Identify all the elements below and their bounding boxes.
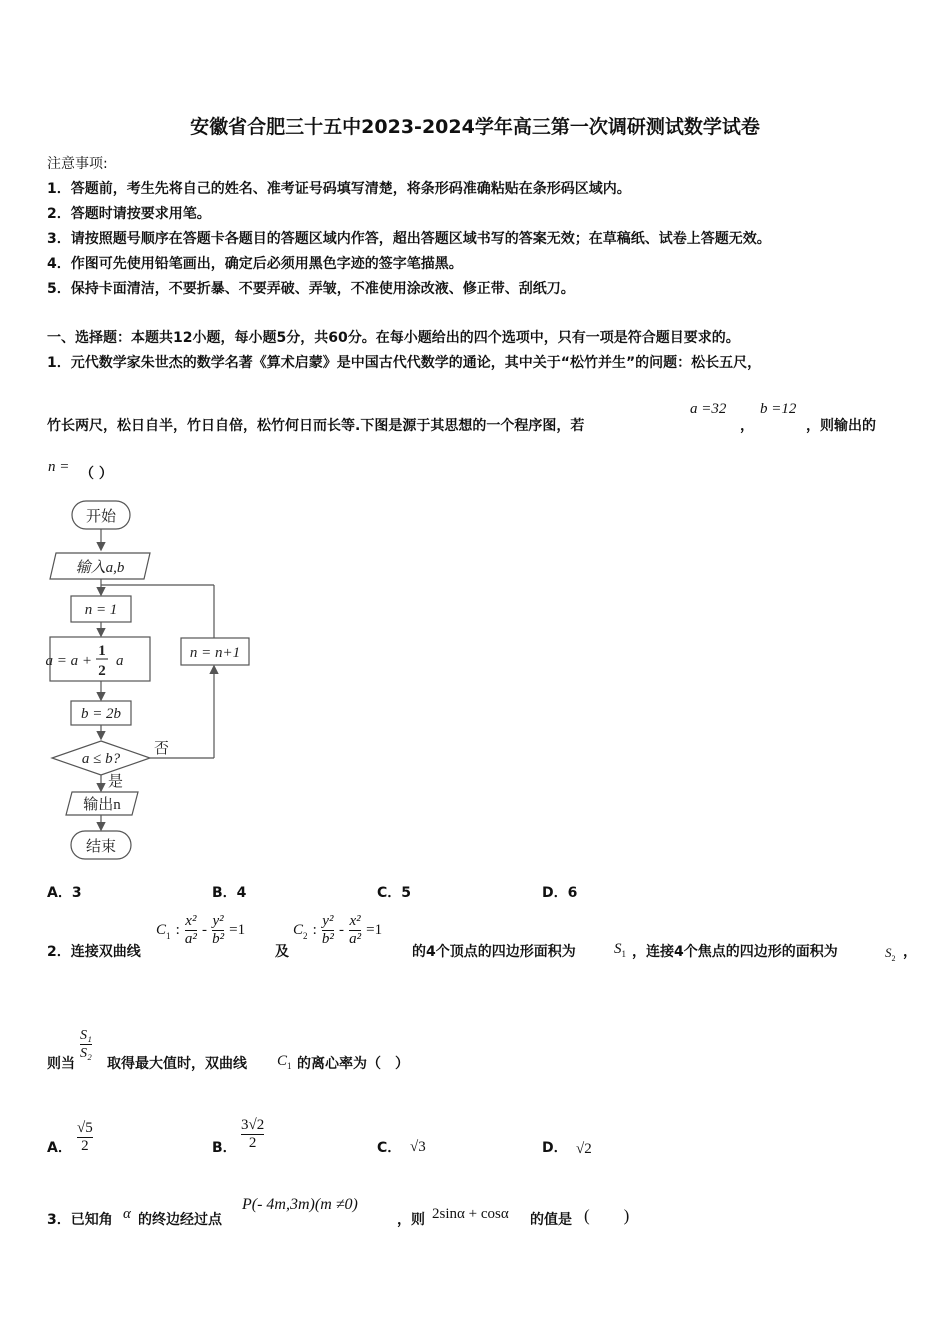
flow-step-a-var: a	[116, 653, 124, 669]
notice-item-2: 2．答题时请按要求用笔。	[47, 206, 211, 222]
q2-minus: -	[201, 922, 207, 938]
q2-option-d: √2	[576, 1141, 592, 1157]
q3-paren: ( )	[584, 1206, 630, 1225]
q1-comma: ，	[740, 418, 754, 434]
q1-line2-end: ，则输出的	[806, 418, 876, 434]
flow-incr-text: n = n+1	[189, 645, 241, 661]
q2-colon-2: :	[312, 922, 317, 938]
q2-ratio-den: S₂	[80, 1046, 92, 1061]
q1-line1: 1．元代数学家朱世杰的数学名著《算术启蒙》是中国古代代数学的通论，其中关于“松竹并生”的问题：松长五尺，	[47, 355, 762, 371]
q3-end: 的值是	[530, 1212, 572, 1228]
q2-s1-letter: S	[614, 941, 622, 957]
q1-option-d: D．6	[542, 885, 578, 901]
section-heading: 一、选择题：本题共12小题，每小题5分，共60分。在每小题给出的四个选项中，只有一项是符合题目要求的。	[47, 330, 740, 346]
flow-input-text: 输入a,b	[75, 560, 125, 576]
q1-cond-b: b =12	[760, 401, 797, 417]
q2-line2-end: 的离心率为（ ）	[297, 1056, 409, 1072]
notice-item-3: 3．请按照题号顺序在答题卡各题目的答题区域内作答，超出答题区域书写的答案无效；在草稿纸、试卷上答题无效。	[47, 231, 771, 247]
q3-mid: 的终边经过点	[138, 1212, 222, 1228]
notice-item-1: 1．答题前，考生先将自己的姓名、准考证号码填写清楚，将条形码准确粘贴在条形码区域内。	[47, 181, 631, 197]
q2-x2-b: x²	[349, 913, 361, 929]
q1-ask-var: n =	[48, 459, 70, 475]
q2-option-a-label: A．	[47, 1140, 72, 1156]
q3-expr: 2sinα + cosα	[432, 1206, 509, 1222]
q2-prefix: 2．连接双曲线	[47, 944, 141, 960]
q2-c1-inline-sub: 1	[287, 1061, 292, 1072]
q2-option-b	[241, 1117, 264, 1152]
q2-line2-prefix: 则当	[47, 1056, 75, 1072]
q2-c1-equation	[156, 913, 245, 963]
q1-cond-a: a =32	[690, 401, 727, 417]
q2-eq1-2: =1	[366, 922, 383, 938]
flow-cond-text: a ≤ b?	[81, 751, 121, 767]
flow-step-a-lhs: a = a +	[45, 653, 92, 669]
q2-c2-equation	[293, 913, 382, 963]
flow-output-text: 输出n	[83, 797, 121, 813]
q2-option-c: √3	[410, 1139, 426, 1155]
q2-eq1: =1	[229, 922, 246, 938]
q2-c2-sub: 2	[303, 931, 308, 942]
q2-ratio-frac	[80, 1027, 92, 1062]
flowchart	[44, 495, 264, 870]
q2-colon: :	[175, 922, 180, 938]
q2-a2: a²	[184, 931, 197, 947]
q2-b2: b²	[212, 931, 225, 947]
notice-item-4: 4．作图可先使用铅笔画出，确定后必须用黑色字迹的签字笔描黑。	[47, 256, 463, 272]
q2-s2-letter: S	[885, 945, 892, 960]
q2-b2-b: b²	[321, 931, 334, 947]
q2-option-d-label: D．	[542, 1140, 568, 1156]
flow-step-a-num: 1	[98, 643, 106, 659]
notice-item-5: 5．保持卡面清洁，不要折暴、不要弄破、弄皱，不准使用涂改液、修正带、刮纸刀。	[47, 281, 575, 297]
q2-c1: C	[156, 922, 167, 938]
page-title: 安徽省合肥三十五中2023-2024学年高三第一次调研测试数学试卷	[190, 116, 760, 138]
q2-mid2: ，连接4个焦点的四边形的面积为	[632, 944, 838, 960]
q2-option-b-den: 2	[241, 1134, 264, 1152]
q2-option-b-num: 3√2	[241, 1117, 265, 1133]
q1-option-c: C．5	[377, 885, 412, 901]
q2-option-b-label: B．	[212, 1140, 237, 1156]
q2-c2: C	[293, 922, 304, 938]
q2-a2-b: a²	[349, 931, 362, 947]
notice-heading: 注意事项:	[47, 156, 108, 172]
q1-option-a: A．3	[47, 885, 82, 901]
q2-mid: 的4个顶点的四边形面积为	[412, 944, 576, 960]
q2-end-comma: ，	[903, 944, 917, 960]
q2-c1-inline-letter: C	[277, 1053, 288, 1069]
q2-s1	[614, 938, 626, 959]
flow-step-b-text: b = 2b	[80, 706, 122, 722]
flow-no-label: 否	[154, 741, 170, 757]
flow-init-text: n = 1	[84, 602, 118, 618]
q2-x2: x²	[185, 913, 197, 929]
q2-c1-inline	[277, 1050, 292, 1071]
q1-line2: 竹长两尺，松日自半，竹日自倍，松竹何日而长等.下图是源于其思想的一个程序图，若	[47, 418, 585, 434]
q2-c1-sub: 1	[166, 931, 171, 942]
flow-start-text: 开始	[85, 509, 117, 525]
q2-s2-sub: 2	[891, 954, 896, 964]
flow-end-text: 结束	[85, 839, 117, 855]
q2-frac-x	[185, 913, 197, 948]
q2-option-c-label: C．	[377, 1140, 402, 1156]
q2-frac-x2	[349, 913, 361, 948]
flow-yes-label: 是	[108, 774, 124, 790]
q2-option-a-den: 2	[77, 1137, 93, 1155]
q2-s1-sub: 1	[621, 949, 626, 960]
flow-step-a-den: 2	[98, 663, 106, 679]
q1-ask-paren: （ ）	[80, 466, 113, 482]
q2-frac-y2	[322, 913, 334, 948]
q2-y2: y²	[212, 913, 224, 929]
q2-option-a	[77, 1120, 93, 1155]
q2-and: 及	[275, 944, 289, 960]
q3-point: P(- 4m,3m)(m ≠0)	[242, 1196, 358, 1213]
q3-mid2: ，则	[397, 1212, 425, 1228]
q2-y2-b: y²	[322, 913, 334, 929]
q2-s2	[885, 942, 896, 963]
q3-prefix: 3．已知角	[47, 1212, 113, 1228]
q2-minus-2: -	[338, 922, 344, 938]
q2-option-a-num: √5	[77, 1120, 93, 1136]
q1-option-b: B．4	[212, 885, 247, 901]
q2-frac-y	[212, 913, 224, 948]
q2-line2-mid: 取得最大值时，双曲线	[107, 1056, 247, 1072]
q3-alpha: α	[123, 1206, 131, 1222]
q2-ratio-num: S₁	[80, 1028, 92, 1043]
